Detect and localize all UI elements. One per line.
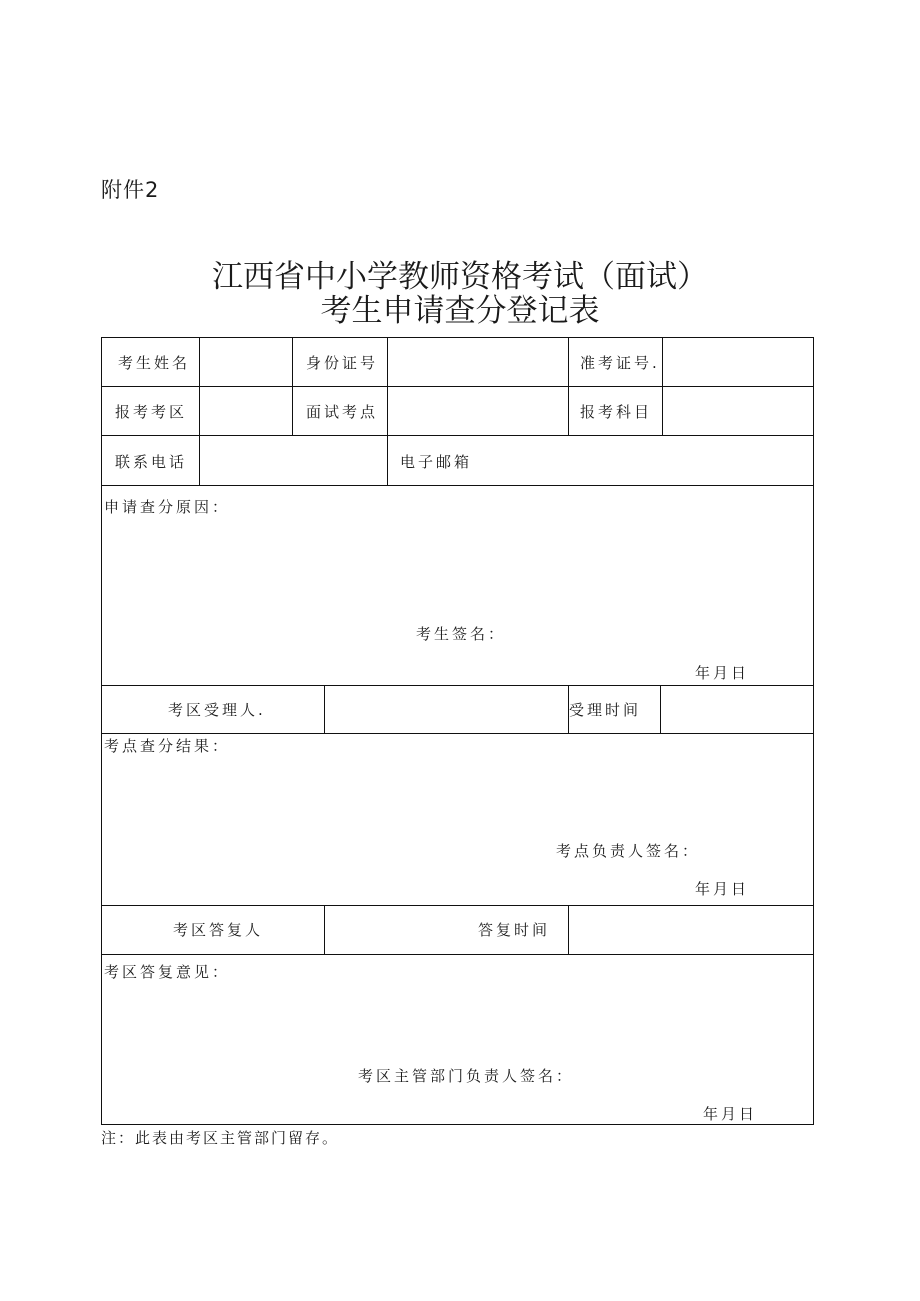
row-divider xyxy=(102,685,813,686)
email-label: 电子邮箱 xyxy=(400,453,473,471)
col-divider xyxy=(324,905,325,955)
department-leader-signature-label: 考区主管部门负责人签名： xyxy=(358,1067,575,1085)
district-replier-label: 考区答复人 xyxy=(173,921,264,939)
admission-ticket-label: 准考证号. xyxy=(580,354,660,372)
opinion-date-label: 年月日 xyxy=(703,1105,758,1123)
interview-site-label: 面试考点 xyxy=(306,403,379,421)
receive-time-label: 受理时间 xyxy=(569,701,642,719)
col-divider xyxy=(292,338,293,436)
form-title-line1: 江西省中小学教师资格考试（面试） xyxy=(212,259,708,295)
row-divider xyxy=(102,954,813,955)
col-divider xyxy=(199,435,200,486)
col-divider xyxy=(199,338,200,436)
col-divider xyxy=(568,905,569,955)
reason-date-label: 年月日 xyxy=(695,664,750,682)
exam-district-label: 报考考区 xyxy=(115,403,188,421)
col-divider xyxy=(660,685,661,734)
attachment-label: 附件2 xyxy=(101,178,160,202)
row-divider xyxy=(102,733,813,734)
form-title-line2: 考生申请查分登记表 xyxy=(320,293,600,329)
reply-opinion-label: 考区答复意见： xyxy=(104,963,231,981)
reply-time-label: 答复时间 xyxy=(478,921,551,939)
row-divider xyxy=(102,386,813,387)
candidate-name-label: 考生姓名 xyxy=(118,354,191,372)
row-divider xyxy=(102,435,813,436)
col-divider xyxy=(387,338,388,436)
review-result-label: 考点查分结果： xyxy=(104,737,231,755)
row-divider xyxy=(102,905,813,906)
exam-subject-label: 报考科目 xyxy=(580,403,653,421)
result-date-label: 年月日 xyxy=(695,880,750,898)
review-reason-label: 申请查分原因： xyxy=(104,498,231,516)
score-review-form xyxy=(101,337,814,1125)
col-divider xyxy=(568,338,569,436)
district-receiver-label: 考区受理人. xyxy=(168,701,266,719)
col-divider xyxy=(662,338,663,436)
site-leader-signature-label: 考点负责人签名： xyxy=(556,842,701,860)
col-divider xyxy=(387,435,388,486)
footnote: 注：此表由考区主管部门留存。 xyxy=(101,1129,340,1147)
row-divider xyxy=(102,485,813,486)
phone-label: 联系电话 xyxy=(115,453,188,471)
col-divider xyxy=(324,685,325,734)
candidate-signature-label: 考生签名： xyxy=(416,625,507,643)
id-number-label: 身份证号 xyxy=(306,354,379,372)
